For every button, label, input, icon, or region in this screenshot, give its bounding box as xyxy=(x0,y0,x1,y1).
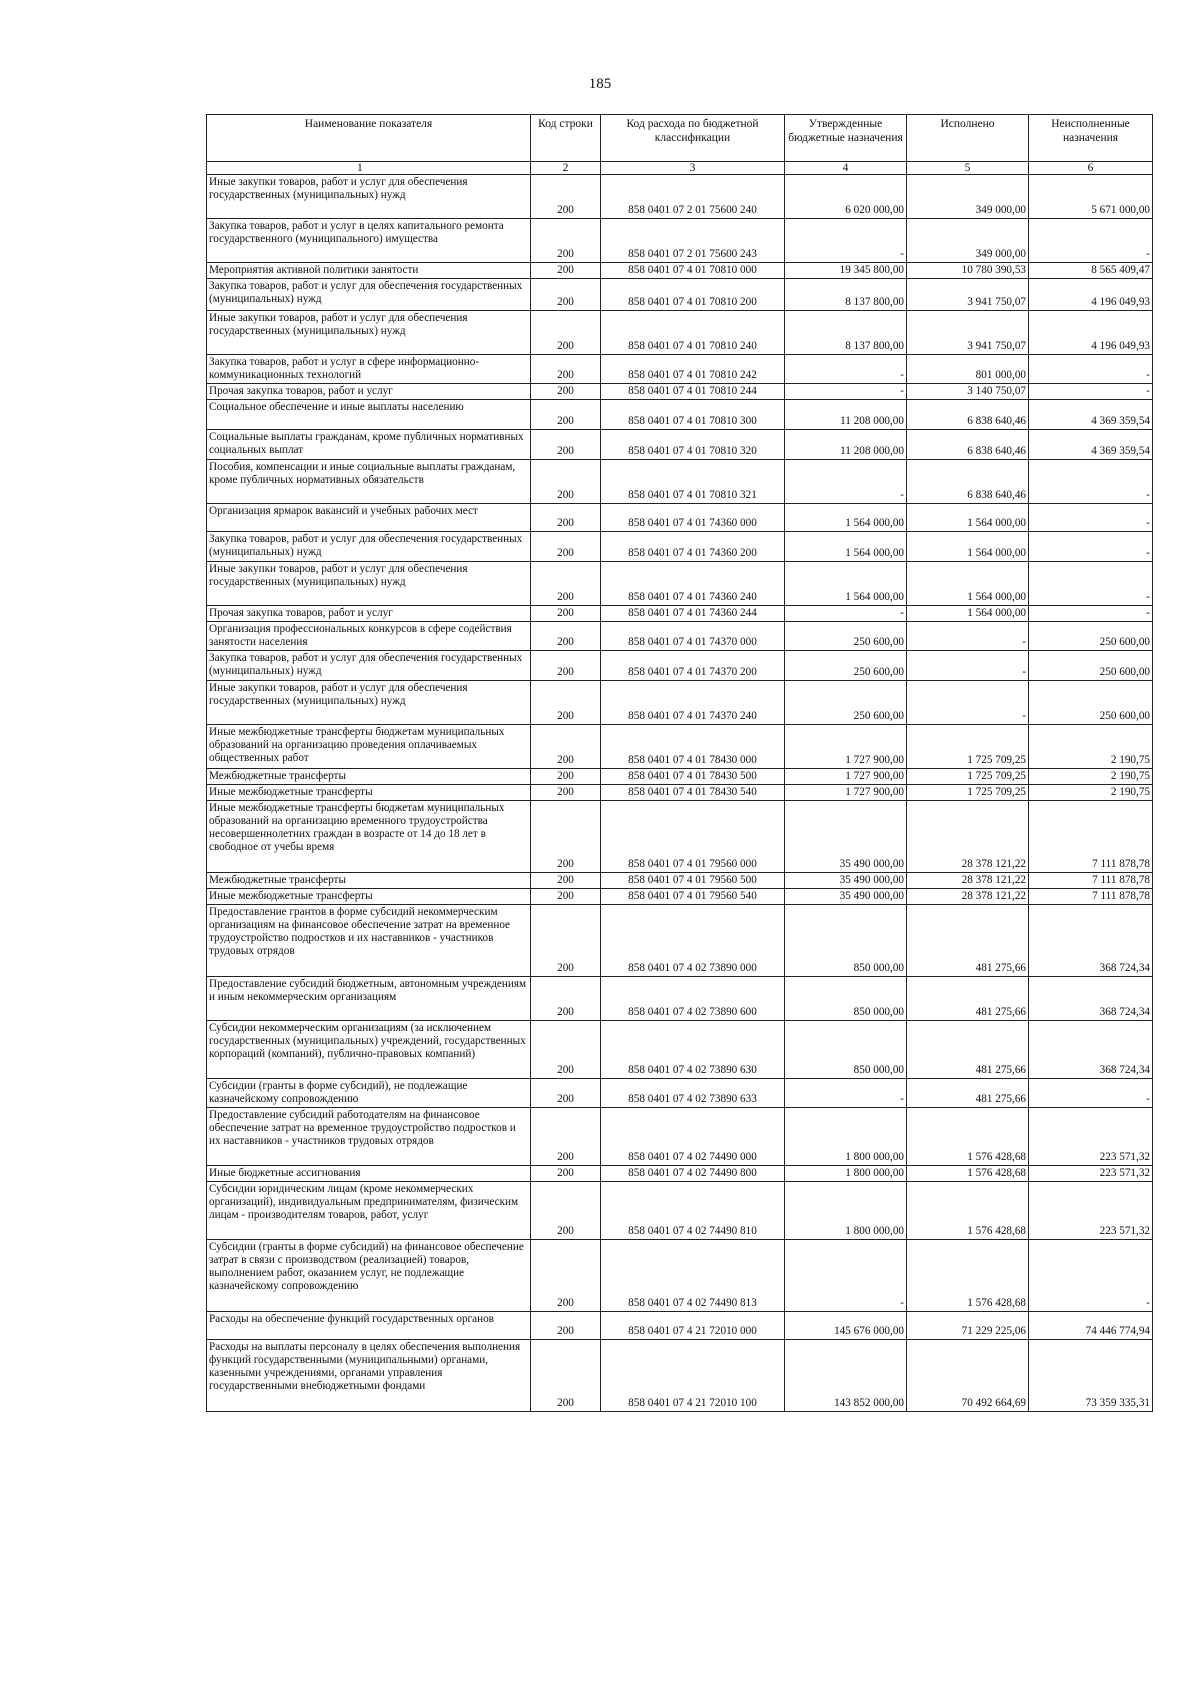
row-executed: 1 576 428,68 xyxy=(907,1182,1029,1240)
row-unexecuted: 8 565 409,47 xyxy=(1029,263,1153,279)
row-executed: 481 275,66 xyxy=(907,1079,1029,1108)
row-unexecuted: 250 600,00 xyxy=(1029,651,1153,681)
table-row xyxy=(207,622,1153,651)
row-name: Субсидии (гранты в форме субсидий) на финансовое обеспечение затрат в связи с производством (реализацией) товаров, выполнением работ, оказанием услуг, не подлежащие казначейскому сопровождению xyxy=(207,1240,531,1312)
row-approved: 1 727 900,00 xyxy=(785,725,907,769)
page-number: 185 xyxy=(588,76,612,92)
row-executed: 1 576 428,68 xyxy=(907,1166,1029,1182)
row-unexecuted: 4 196 049,93 xyxy=(1029,279,1153,311)
row-unexecuted: - xyxy=(1029,504,1153,532)
row-name: Иные закупки товаров, работ и услуг для обеспечения государственных (муниципальных) нужд xyxy=(207,562,531,606)
row-line-code: 200 xyxy=(531,1240,601,1312)
column-number: 5 xyxy=(907,162,1029,175)
table-row xyxy=(207,905,1153,977)
row-approved: 1 564 000,00 xyxy=(785,532,907,562)
row-unexecuted: 223 571,32 xyxy=(1029,1166,1153,1182)
row-expense-code: 858 0401 07 2 01 75600 240 xyxy=(601,175,785,219)
row-name: Иные межбюджетные трансферты xyxy=(207,889,531,905)
row-expense-code: 858 0401 07 4 02 74490 000 xyxy=(601,1108,785,1166)
row-approved: - xyxy=(785,384,907,400)
row-expense-code: 858 0401 07 4 01 70810 244 xyxy=(601,384,785,400)
row-line-code: 200 xyxy=(531,430,601,460)
table-row xyxy=(207,651,1153,681)
row-unexecuted: 4 196 049,93 xyxy=(1029,311,1153,355)
row-expense-code: 858 0401 07 4 01 79560 540 xyxy=(601,889,785,905)
row-approved: - xyxy=(785,460,907,504)
row-approved: 1 727 900,00 xyxy=(785,785,907,801)
row-executed: 28 378 121,22 xyxy=(907,873,1029,889)
row-name: Закупка товаров, работ и услуг для обеспечения государственных (муниципальных) нужд xyxy=(207,279,531,311)
row-executed: 1 564 000,00 xyxy=(907,532,1029,562)
row-unexecuted: - xyxy=(1029,219,1153,263)
row-executed: 6 838 640,46 xyxy=(907,430,1029,460)
row-name: Субсидии (гранты в форме субсидий), не подлежащие казначейскому сопровождению xyxy=(207,1079,531,1108)
budget-table-wrapper xyxy=(206,114,1152,1412)
row-approved: 19 345 800,00 xyxy=(785,263,907,279)
row-executed: 6 838 640,46 xyxy=(907,460,1029,504)
table-row xyxy=(207,1079,1153,1108)
row-expense-code: 858 0401 07 4 01 74360 244 xyxy=(601,606,785,622)
row-name: Прочая закупка товаров, работ и услуг xyxy=(207,384,531,400)
row-executed: 481 275,66 xyxy=(907,905,1029,977)
header-expense-code: Код расхода по бюджетной классификации xyxy=(601,115,785,162)
row-unexecuted: - xyxy=(1029,606,1153,622)
row-unexecuted: 2 190,75 xyxy=(1029,769,1153,785)
row-line-code: 200 xyxy=(531,355,601,384)
table-row xyxy=(207,1240,1153,1312)
row-line-code: 200 xyxy=(531,279,601,311)
row-name: Закупка товаров, работ и услуг в сфере информационно-коммуникационных технологий xyxy=(207,355,531,384)
row-line-code: 200 xyxy=(531,311,601,355)
table-row xyxy=(207,1166,1153,1182)
table-row xyxy=(207,355,1153,384)
row-executed: 10 780 390,53 xyxy=(907,263,1029,279)
row-expense-code: 858 0401 07 4 01 78430 000 xyxy=(601,725,785,769)
row-name: Мероприятия активной политики занятости xyxy=(207,263,531,279)
row-approved: 850 000,00 xyxy=(785,977,907,1021)
table-row xyxy=(207,311,1153,355)
row-unexecuted: 223 571,32 xyxy=(1029,1108,1153,1166)
table-row xyxy=(207,801,1153,873)
row-name: Закупка товаров, работ и услуг для обеспечения государственных (муниципальных) нужд xyxy=(207,532,531,562)
table-row xyxy=(207,725,1153,769)
row-line-code: 200 xyxy=(531,725,601,769)
row-expense-code: 858 0401 07 4 01 74360 000 xyxy=(601,504,785,532)
row-name: Иные межбюджетные трансферты бюджетам муниципальных образований на организацию временного трудоустройства несовершеннолетних граждан в возрасте от 14 до 18 лет в свободное от учебы время xyxy=(207,801,531,873)
row-approved: 35 490 000,00 xyxy=(785,801,907,873)
table-row xyxy=(207,1108,1153,1166)
row-approved: 250 600,00 xyxy=(785,622,907,651)
row-unexecuted: 4 369 359,54 xyxy=(1029,400,1153,430)
row-line-code: 200 xyxy=(531,400,601,430)
row-expense-code: 858 0401 07 4 01 78430 500 xyxy=(601,769,785,785)
row-approved: 250 600,00 xyxy=(785,681,907,725)
row-name: Организация ярмарок вакансий и учебных рабочих мест xyxy=(207,504,531,532)
row-approved: 1 800 000,00 xyxy=(785,1166,907,1182)
table-row xyxy=(207,1340,1153,1412)
row-line-code: 200 xyxy=(531,873,601,889)
row-line-code: 200 xyxy=(531,801,601,873)
row-executed: 1 564 000,00 xyxy=(907,562,1029,606)
column-number: 2 xyxy=(531,162,601,175)
row-unexecuted: 7 111 878,78 xyxy=(1029,801,1153,873)
row-unexecuted: 250 600,00 xyxy=(1029,681,1153,725)
row-executed: 1 576 428,68 xyxy=(907,1240,1029,1312)
column-number: 6 xyxy=(1029,162,1153,175)
table-row xyxy=(207,279,1153,311)
row-unexecuted: 368 724,34 xyxy=(1029,1021,1153,1079)
table-row xyxy=(207,219,1153,263)
row-expense-code: 858 0401 07 4 02 73890 633 xyxy=(601,1079,785,1108)
row-expense-code: 858 0401 07 2 01 75600 243 xyxy=(601,219,785,263)
row-unexecuted: 368 724,34 xyxy=(1029,977,1153,1021)
table-row xyxy=(207,1021,1153,1079)
row-unexecuted: 250 600,00 xyxy=(1029,622,1153,651)
table-row xyxy=(207,1312,1153,1340)
row-name: Иные закупки товаров, работ и услуг для обеспечения государственных (муниципальных) нужд xyxy=(207,681,531,725)
row-line-code: 200 xyxy=(531,622,601,651)
row-expense-code: 858 0401 07 4 01 74360 200 xyxy=(601,532,785,562)
row-expense-code: 858 0401 07 4 01 74370 000 xyxy=(601,622,785,651)
row-executed: 1 725 709,25 xyxy=(907,785,1029,801)
row-approved: 850 000,00 xyxy=(785,905,907,977)
row-name: Закупка товаров, работ и услуг для обеспечения государственных (муниципальных) нужд xyxy=(207,651,531,681)
row-executed: 481 275,66 xyxy=(907,977,1029,1021)
row-approved: 35 490 000,00 xyxy=(785,873,907,889)
table-row xyxy=(207,430,1153,460)
table-row xyxy=(207,504,1153,532)
table-row xyxy=(207,384,1153,400)
table-row xyxy=(207,460,1153,504)
row-unexecuted: 7 111 878,78 xyxy=(1029,873,1153,889)
row-approved: 145 676 000,00 xyxy=(785,1312,907,1340)
row-approved: 1 727 900,00 xyxy=(785,769,907,785)
table-row xyxy=(207,889,1153,905)
row-expense-code: 858 0401 07 4 02 73890 630 xyxy=(601,1021,785,1079)
row-expense-code: 858 0401 07 4 21 72010 000 xyxy=(601,1312,785,1340)
header-line-code: Код строки xyxy=(531,115,601,162)
row-expense-code: 858 0401 07 4 02 74490 810 xyxy=(601,1182,785,1240)
column-number-row xyxy=(207,162,1153,175)
row-name: Социальное обеспечение и иные выплаты населению xyxy=(207,400,531,430)
row-name: Закупка товаров, работ и услуг в целях капитального ремонта государственного (муниципального) имущества xyxy=(207,219,531,263)
row-executed: 3 140 750,07 xyxy=(907,384,1029,400)
row-approved: 8 137 800,00 xyxy=(785,311,907,355)
row-unexecuted: - xyxy=(1029,1240,1153,1312)
row-expense-code: 858 0401 07 4 01 70810 200 xyxy=(601,279,785,311)
row-expense-code: 858 0401 07 4 01 79560 500 xyxy=(601,873,785,889)
row-approved: - xyxy=(785,355,907,384)
row-name: Иные бюджетные ассигнования xyxy=(207,1166,531,1182)
row-unexecuted: 74 446 774,94 xyxy=(1029,1312,1153,1340)
row-unexecuted: - xyxy=(1029,384,1153,400)
row-approved: - xyxy=(785,606,907,622)
row-approved: 11 208 000,00 xyxy=(785,430,907,460)
row-approved: 850 000,00 xyxy=(785,1021,907,1079)
row-name: Межбюджетные трансферты xyxy=(207,873,531,889)
row-executed: - xyxy=(907,622,1029,651)
row-executed: 1 564 000,00 xyxy=(907,504,1029,532)
header-executed: Исполнено xyxy=(907,115,1029,162)
budget-execution-table xyxy=(206,114,1153,1412)
row-name: Предоставление субсидий бюджетным, автономным учреждениям и иным некоммерческим организациям xyxy=(207,977,531,1021)
row-executed: 801 000,00 xyxy=(907,355,1029,384)
row-line-code: 200 xyxy=(531,905,601,977)
row-executed: 1 564 000,00 xyxy=(907,606,1029,622)
row-executed: 28 378 121,22 xyxy=(907,801,1029,873)
row-line-code: 200 xyxy=(531,681,601,725)
row-unexecuted: - xyxy=(1029,532,1153,562)
row-approved: - xyxy=(785,1240,907,1312)
row-approved: 11 208 000,00 xyxy=(785,400,907,430)
row-unexecuted: - xyxy=(1029,355,1153,384)
row-name: Иные закупки товаров, работ и услуг для обеспечения государственных (муниципальных) нужд xyxy=(207,311,531,355)
row-line-code: 200 xyxy=(531,1166,601,1182)
row-executed: - xyxy=(907,651,1029,681)
row-unexecuted: 73 359 335,31 xyxy=(1029,1340,1153,1412)
row-expense-code: 858 0401 07 4 21 72010 100 xyxy=(601,1340,785,1412)
row-line-code: 200 xyxy=(531,1021,601,1079)
row-unexecuted: 4 369 359,54 xyxy=(1029,430,1153,460)
row-unexecuted: - xyxy=(1029,460,1153,504)
table-row xyxy=(207,562,1153,606)
row-name: Межбюджетные трансферты xyxy=(207,769,531,785)
row-unexecuted: - xyxy=(1029,562,1153,606)
row-expense-code: 858 0401 07 4 01 70810 320 xyxy=(601,430,785,460)
table-row xyxy=(207,606,1153,622)
row-line-code: 200 xyxy=(531,977,601,1021)
column-number: 1 xyxy=(207,162,531,175)
row-expense-code: 858 0401 07 4 02 73890 600 xyxy=(601,977,785,1021)
header-row xyxy=(207,115,1153,162)
row-line-code: 200 xyxy=(531,1340,601,1412)
row-line-code: 200 xyxy=(531,769,601,785)
row-approved: 35 490 000,00 xyxy=(785,889,907,905)
row-line-code: 200 xyxy=(531,1312,601,1340)
row-executed: 70 492 664,69 xyxy=(907,1340,1029,1412)
row-approved: 1 800 000,00 xyxy=(785,1182,907,1240)
row-name: Предоставление субсидий работодателям на финансовое обеспечение затрат на временное трудоустройство подростков и их наставников - участников трудовых отрядов xyxy=(207,1108,531,1166)
row-executed: 1 725 709,25 xyxy=(907,725,1029,769)
row-approved: 1 800 000,00 xyxy=(785,1108,907,1166)
row-executed: 71 229 225,06 xyxy=(907,1312,1029,1340)
row-executed: 28 378 121,22 xyxy=(907,889,1029,905)
row-line-code: 200 xyxy=(531,562,601,606)
row-line-code: 200 xyxy=(531,460,601,504)
row-line-code: 200 xyxy=(531,651,601,681)
row-approved: 1 564 000,00 xyxy=(785,562,907,606)
table-row xyxy=(207,977,1153,1021)
table-row xyxy=(207,785,1153,801)
row-approved: - xyxy=(785,219,907,263)
row-executed: 349 000,00 xyxy=(907,175,1029,219)
row-line-code: 200 xyxy=(531,263,601,279)
row-expense-code: 858 0401 07 4 01 74370 240 xyxy=(601,681,785,725)
row-line-code: 200 xyxy=(531,889,601,905)
row-name: Субсидии юридическим лицам (кроме некоммерческих организаций), индивидуальным предпринимателям, физическим лицам - производителям товаров, работ, услуг xyxy=(207,1182,531,1240)
row-expense-code: 858 0401 07 4 01 70810 000 xyxy=(601,263,785,279)
table-row xyxy=(207,263,1153,279)
row-name: Предоставление грантов в форме субсидий некоммерческим организациям на финансовое обеспечение затрат на временное трудоустройство подростков и их наставников - участников трудовых отрядов xyxy=(207,905,531,977)
row-name: Прочая закупка товаров, работ и услуг xyxy=(207,606,531,622)
row-executed: 3 941 750,07 xyxy=(907,279,1029,311)
row-line-code: 200 xyxy=(531,1079,601,1108)
table-row xyxy=(207,769,1153,785)
row-line-code: 200 xyxy=(531,219,601,263)
row-line-code: 200 xyxy=(531,785,601,801)
row-expense-code: 858 0401 07 4 01 70810 321 xyxy=(601,460,785,504)
row-unexecuted: - xyxy=(1029,1079,1153,1108)
row-unexecuted: 2 190,75 xyxy=(1029,725,1153,769)
row-unexecuted: 223 571,32 xyxy=(1029,1182,1153,1240)
row-expense-code: 858 0401 07 4 02 74490 813 xyxy=(601,1240,785,1312)
row-expense-code: 858 0401 07 4 02 73890 000 xyxy=(601,905,785,977)
row-line-code: 200 xyxy=(531,384,601,400)
row-expense-code: 858 0401 07 4 01 70810 240 xyxy=(601,311,785,355)
row-expense-code: 858 0401 07 4 01 79560 000 xyxy=(601,801,785,873)
row-expense-code: 858 0401 07 4 02 74490 800 xyxy=(601,1166,785,1182)
row-executed: 1 725 709,25 xyxy=(907,769,1029,785)
row-line-code: 200 xyxy=(531,532,601,562)
column-number: 3 xyxy=(601,162,785,175)
row-line-code: 200 xyxy=(531,606,601,622)
row-approved: 8 137 800,00 xyxy=(785,279,907,311)
row-approved: - xyxy=(785,1079,907,1108)
row-expense-code: 858 0401 07 4 01 70810 300 xyxy=(601,400,785,430)
row-expense-code: 858 0401 07 4 01 78430 540 xyxy=(601,785,785,801)
header-name: Наименование показателя xyxy=(207,115,531,162)
row-executed: - xyxy=(907,681,1029,725)
row-executed: 3 941 750,07 xyxy=(907,311,1029,355)
row-name: Социальные выплаты гражданам, кроме публичных нормативных социальных выплат xyxy=(207,430,531,460)
row-executed: 1 576 428,68 xyxy=(907,1108,1029,1166)
row-expense-code: 858 0401 07 4 01 74360 240 xyxy=(601,562,785,606)
row-unexecuted: 7 111 878,78 xyxy=(1029,889,1153,905)
row-name: Расходы на обеспечение функций государственных органов xyxy=(207,1312,531,1340)
row-line-code: 200 xyxy=(531,1108,601,1166)
row-line-code: 200 xyxy=(531,504,601,532)
table-row xyxy=(207,532,1153,562)
table-row xyxy=(207,1182,1153,1240)
row-expense-code: 858 0401 07 4 01 70810 242 xyxy=(601,355,785,384)
column-number: 4 xyxy=(785,162,907,175)
row-approved: 1 564 000,00 xyxy=(785,504,907,532)
row-expense-code: 858 0401 07 4 01 74370 200 xyxy=(601,651,785,681)
row-name: Иные закупки товаров, работ и услуг для обеспечения государственных (муниципальных) нужд xyxy=(207,175,531,219)
row-name: Организация профессиональных конкурсов в сфере содействия занятости населения xyxy=(207,622,531,651)
row-name: Пособия, компенсации и иные социальные выплаты гражданам, кроме публичных нормативных обязательств xyxy=(207,460,531,504)
header-unexecuted: Неисполненные назначения xyxy=(1029,115,1153,162)
row-name: Иные межбюджетные трансферты xyxy=(207,785,531,801)
row-executed: 349 000,00 xyxy=(907,219,1029,263)
table-row xyxy=(207,400,1153,430)
row-line-code: 200 xyxy=(531,175,601,219)
row-name: Расходы на выплаты персоналу в целях обеспечения выполнения функций государственными (муниципальными) органами, казенными учреждениями, органами управления государственными внебюджетными фондами xyxy=(207,1340,531,1412)
row-line-code: 200 xyxy=(531,1182,601,1240)
row-executed: 481 275,66 xyxy=(907,1021,1029,1079)
row-name: Иные межбюджетные трансферты бюджетам муниципальных образований на организацию проведения оплачиваемых общественных работ xyxy=(207,725,531,769)
table-row xyxy=(207,175,1153,219)
table-body xyxy=(207,175,1153,1412)
row-executed: 6 838 640,46 xyxy=(907,400,1029,430)
row-unexecuted: 5 671 000,00 xyxy=(1029,175,1153,219)
row-approved: 6 020 000,00 xyxy=(785,175,907,219)
row-name: Субсидии некоммерческим организациям (за исключением государственных (муниципальных) учреждений, государственных корпораций (компаний), публично-правовых компаний) xyxy=(207,1021,531,1079)
row-unexecuted: 368 724,34 xyxy=(1029,905,1153,977)
row-unexecuted: 2 190,75 xyxy=(1029,785,1153,801)
table-row xyxy=(207,873,1153,889)
header-approved: Утвержденные бюджетные назначения xyxy=(785,115,907,162)
table-row xyxy=(207,681,1153,725)
row-approved: 250 600,00 xyxy=(785,651,907,681)
row-approved: 143 852 000,00 xyxy=(785,1340,907,1412)
